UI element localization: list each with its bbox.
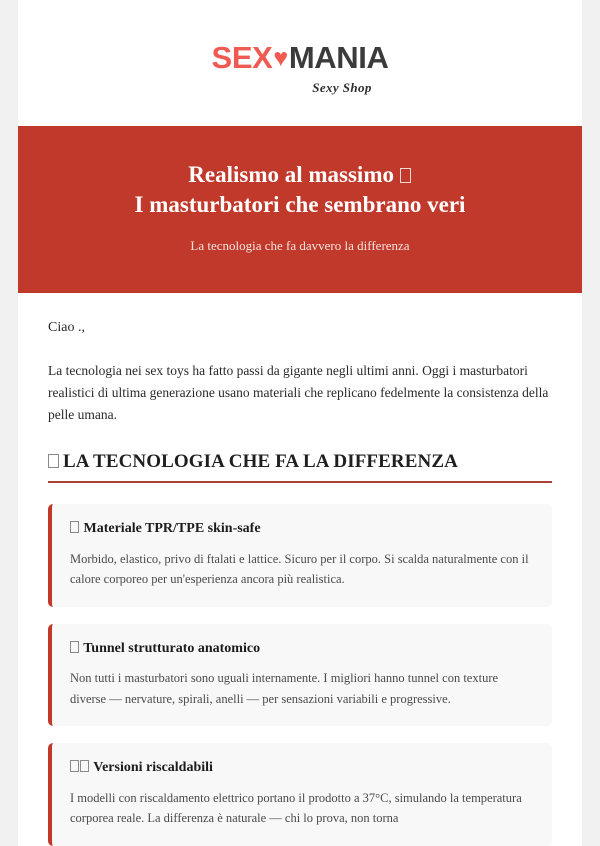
brand-tagline: Sexy Shop: [312, 80, 372, 95]
hero-title-line-2: I masturbatori che sembrano veri: [134, 192, 466, 218]
hero-title: [48, 160, 552, 221]
greeting-text: Ciao .,: [48, 319, 85, 335]
feature-card-title: [70, 520, 534, 538]
feature-card-title: [70, 759, 534, 777]
email-body: [18, 293, 582, 846]
brand-name-first: SEX: [211, 40, 273, 75]
feature-card: [48, 743, 552, 845]
missing-glyph-icon: [70, 521, 79, 533]
hero-title-line-1: Realismo al massimo: [188, 162, 394, 187]
section-heading-label: LA TECNOLOGIA CHE FA LA DIFFERENZA: [63, 451, 458, 473]
hero-subtitle: La tecnologia che fa davvero la differenza: [190, 237, 410, 253]
missing-glyph-icon: [80, 760, 89, 772]
email-container: [18, 0, 582, 846]
missing-glyph-icon: [70, 641, 79, 653]
feature-card: [48, 504, 552, 606]
brand-logo[interactable]: [38, 42, 562, 73]
feature-card-title: [70, 640, 534, 658]
hero-banner: [18, 126, 582, 293]
missing-glyph-icon: [70, 760, 79, 772]
feature-card-text: Morbido, elastico, privo di ftalati e lattice. Sicuro per il corpo. Si scalda naturalmente con il calore corporeo per un'esperienza ancora più realistica.: [70, 551, 529, 587]
feature-card-title-label: Materiale TPR/TPE skin-safe: [83, 521, 261, 537]
brand-header: [18, 0, 582, 126]
missing-glyph-icon: [400, 168, 411, 183]
feature-card-text: I modelli con riscaldamento elettrico portano il prodotto a 37°C, simulando la temperatura corporea reale. La differenza è naturale — chi lo prova, non torna: [70, 790, 522, 826]
section-heading: [48, 451, 552, 473]
heart-icon: ♥: [273, 44, 288, 72]
feature-card-title-label: Tunnel strutturato anatomico: [83, 640, 261, 656]
section-divider: [48, 481, 552, 483]
feature-card-text: Non tutti i masturbatori sono uguali internamente. I migliori hanno tunnel con texture diverse — nervature, spirali, anelli — per sensazioni variabili e progressive.: [70, 671, 499, 706]
brand-name-second: MANIA: [288, 40, 389, 75]
feature-card-title-label: Versioni riscaldabili: [93, 760, 213, 776]
missing-glyph-icon: [48, 454, 59, 468]
feature-card: [48, 624, 552, 726]
intro-paragraph: La tecnologia nei sex toys ha fatto passi da gigante negli ultimi anni. Oggi i masturbatori realistici di ultima generazione usano materiali che replicano fedelmente la consistenza della pelle umana.: [48, 362, 549, 422]
